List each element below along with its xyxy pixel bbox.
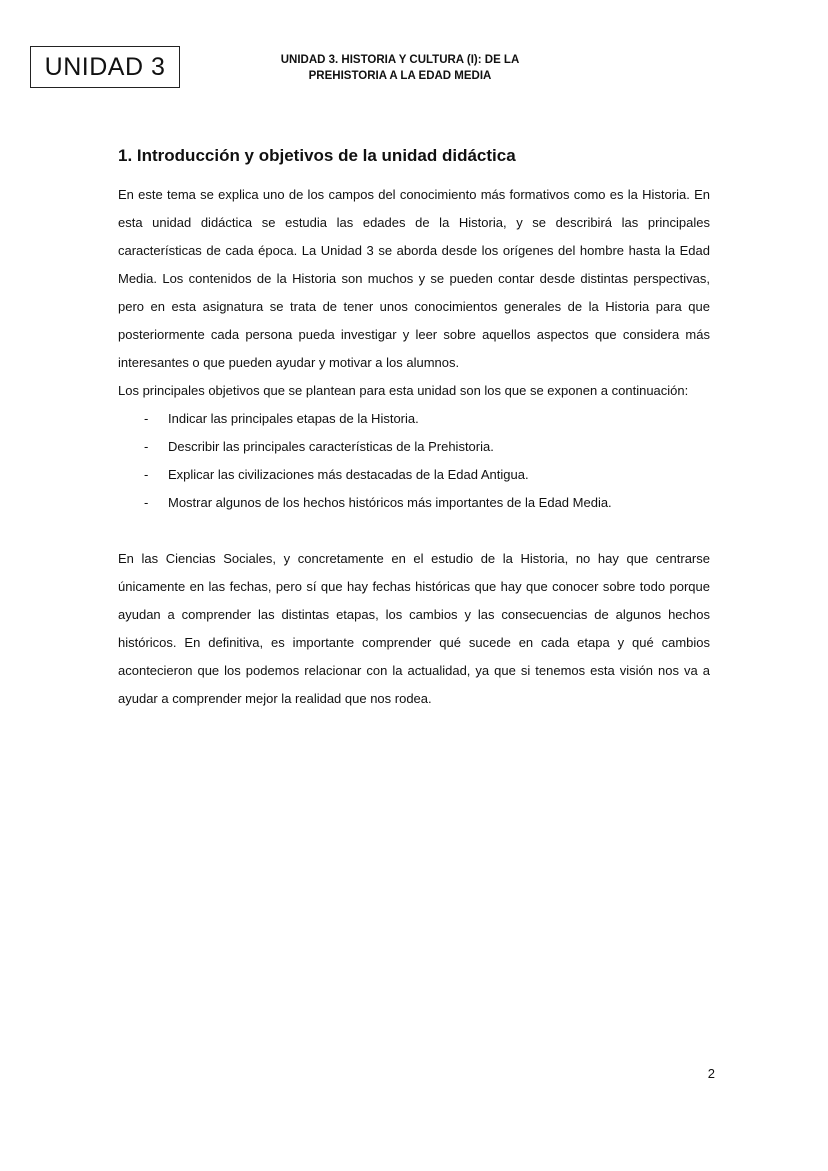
unit-label-box [30, 46, 180, 88]
objectives-intro: Los principales objetivos que se plantean para esta unidad son los que se exponen a continuación: [118, 383, 689, 398]
objective-text: Indicar las principales etapas de la Historia. [168, 411, 419, 426]
list-dash-marker: - [144, 439, 149, 454]
objective-item [118, 461, 710, 489]
paragraph-spacer [118, 517, 710, 545]
list-dash-marker: - [144, 467, 149, 482]
objective-item [118, 405, 710, 433]
objective-text: Explicar las civilizaciones más destacadas de la Edad Antigua. [168, 467, 529, 482]
main-content [118, 145, 710, 713]
unit-label: UNIDAD 3 [44, 52, 166, 81]
header-title-line-1: UNIDAD 3. HISTORIA Y CULTURA (I): DE LA [280, 54, 520, 66]
objectives-list [118, 405, 710, 517]
section-heading: 1. Introducción y objetivos de la unidad didáctica [118, 146, 516, 165]
list-dash-marker: - [144, 411, 149, 426]
list-dash-marker: - [144, 495, 149, 510]
intro-paragraph: En este tema se explica uno de los campos del conocimiento más formativos como es la Historia. En esta unidad didáctica se estudia las edades de la Historia, y se describirá las principales características de cada época. La Unidad 3 se aborda desde los orígenes del hombre hasta la Edad Media. Los contenidos de la Historia son muchos y se pueden contar desde distintas perspectivas, pero en esta asignatura se trata de tener unos conocimientos generales de la Historia para que posteriormente cada persona pueda investigar y leer sobre aquellos aspectos que considera más interesantes o que pueden ayudar y motivar a los alumnos. [118, 187, 710, 370]
objective-text: Describir las principales características de la Prehistoria. [168, 439, 494, 454]
objective-item [118, 433, 710, 461]
closing-paragraph: En las Ciencias Sociales, y concretamente en el estudio de la Historia, no hay que centrarse únicamente en las fechas, pero sí que hay fechas históricas que hay que conocer sobre todo porque ayudan a comprender las distintas etapas, los cambios y las consecuencias de algunos hechos históricos. En definitiva, es importante comprender qué sucede en cada etapa y qué cambios acontecieron que los podemos relacionar con la actualidad, ya que si tenemos esta visión nos va a ayudar a comprender mejor la realidad que nos rodea. [118, 551, 710, 706]
page-number: 2 [707, 1066, 715, 1081]
header-title-line-2: PREHISTORIA A LA EDAD MEDIA [308, 70, 492, 82]
objective-text: Mostrar algunos de los hechos históricos más importantes de la Edad Media. [168, 495, 612, 510]
objective-item [118, 489, 710, 517]
document-header-title [250, 52, 550, 84]
